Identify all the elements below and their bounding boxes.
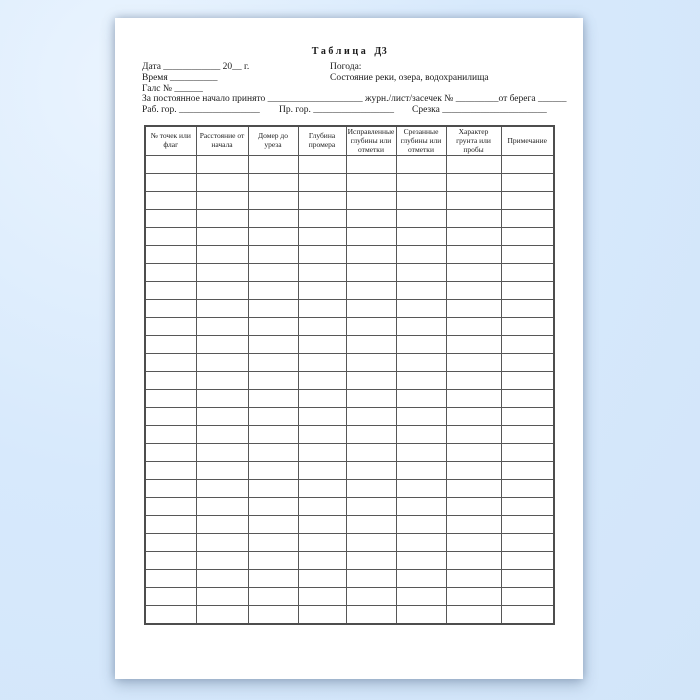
table-cell bbox=[145, 228, 196, 246]
table-cell bbox=[248, 570, 298, 588]
table-cell bbox=[446, 426, 501, 444]
column-header: Исправленные глубины или отметки bbox=[346, 126, 396, 156]
table-cell bbox=[145, 516, 196, 534]
table-cell bbox=[196, 264, 248, 282]
table-cell bbox=[298, 246, 346, 264]
column-header: Примечание bbox=[501, 126, 554, 156]
table-cell bbox=[446, 264, 501, 282]
table-cell bbox=[248, 390, 298, 408]
table-cell bbox=[145, 408, 196, 426]
table-cell bbox=[501, 192, 554, 210]
table-cell bbox=[501, 588, 554, 606]
table-cell bbox=[248, 606, 298, 624]
table-cell bbox=[145, 156, 196, 174]
table-cell bbox=[145, 210, 196, 228]
table-cell bbox=[196, 570, 248, 588]
table-row bbox=[145, 156, 554, 174]
table-cell bbox=[298, 498, 346, 516]
table-row bbox=[145, 300, 554, 318]
table-cell bbox=[248, 318, 298, 336]
table-cell bbox=[248, 192, 298, 210]
table-cell bbox=[346, 174, 396, 192]
table-cell bbox=[501, 354, 554, 372]
table-cell bbox=[145, 192, 196, 210]
table-cell bbox=[396, 534, 446, 552]
table-cell bbox=[298, 174, 346, 192]
table-cell bbox=[396, 552, 446, 570]
table-cell bbox=[248, 354, 298, 372]
table-cell bbox=[396, 264, 446, 282]
table-cell bbox=[446, 300, 501, 318]
table-row bbox=[145, 264, 554, 282]
table-row bbox=[145, 588, 554, 606]
table-cell bbox=[248, 552, 298, 570]
table-row bbox=[145, 426, 554, 444]
field-working-horizon: Раб. гор. _________________ bbox=[142, 105, 260, 116]
page-title-code: Д3 bbox=[374, 46, 388, 57]
table-cell bbox=[501, 480, 554, 498]
table-cell bbox=[346, 300, 396, 318]
table-cell bbox=[298, 354, 346, 372]
table-cell bbox=[396, 210, 446, 228]
table-cell bbox=[501, 516, 554, 534]
table-cell bbox=[298, 282, 346, 300]
table-cell bbox=[396, 426, 446, 444]
table-cell bbox=[196, 552, 248, 570]
table-cell bbox=[446, 606, 501, 624]
table-cell bbox=[145, 444, 196, 462]
table-cell bbox=[396, 336, 446, 354]
table-cell bbox=[346, 606, 396, 624]
table-cell bbox=[446, 516, 501, 534]
table-cell bbox=[346, 390, 396, 408]
table-cell bbox=[501, 318, 554, 336]
table-cell bbox=[346, 462, 396, 480]
table-cell bbox=[346, 336, 396, 354]
column-header: Расстояние от начала bbox=[196, 126, 248, 156]
table-row bbox=[145, 480, 554, 498]
table-cell bbox=[196, 426, 248, 444]
table-cell bbox=[196, 534, 248, 552]
table-cell bbox=[446, 156, 501, 174]
table-cell bbox=[145, 318, 196, 336]
table-cell bbox=[396, 516, 446, 534]
table-cell bbox=[248, 426, 298, 444]
table-cell bbox=[196, 516, 248, 534]
table-cell bbox=[446, 390, 501, 408]
table-cell bbox=[196, 156, 248, 174]
table-cell bbox=[196, 354, 248, 372]
table-cell bbox=[346, 318, 396, 336]
table-cell bbox=[196, 444, 248, 462]
table-row bbox=[145, 606, 554, 624]
table-row bbox=[145, 534, 554, 552]
survey-table-head bbox=[145, 126, 554, 156]
table-cell bbox=[145, 300, 196, 318]
table-cell bbox=[196, 372, 248, 390]
table-cell bbox=[346, 426, 396, 444]
table-cell bbox=[446, 372, 501, 390]
table-row bbox=[145, 354, 554, 372]
table-cell bbox=[346, 480, 396, 498]
table-cell bbox=[248, 228, 298, 246]
table-cell bbox=[145, 552, 196, 570]
table-cell bbox=[145, 390, 196, 408]
table-cell bbox=[298, 462, 346, 480]
table-cell bbox=[396, 174, 446, 192]
table-cell bbox=[298, 426, 346, 444]
survey-table-body bbox=[145, 156, 554, 624]
column-header: Домер до уреза bbox=[248, 126, 298, 156]
table-cell bbox=[298, 408, 346, 426]
table-cell bbox=[501, 408, 554, 426]
table-row bbox=[145, 390, 554, 408]
table-cell bbox=[501, 372, 554, 390]
field-date: Дата ____________ 20__ г. bbox=[142, 62, 250, 72]
table-cell bbox=[501, 336, 554, 354]
table-cell bbox=[196, 588, 248, 606]
table-cell bbox=[446, 534, 501, 552]
table-cell bbox=[501, 156, 554, 174]
table-cell bbox=[446, 174, 501, 192]
document-page bbox=[115, 18, 583, 679]
table-cell bbox=[248, 444, 298, 462]
table-row bbox=[145, 336, 554, 354]
table-cell bbox=[248, 408, 298, 426]
table-cell bbox=[248, 372, 298, 390]
table-cell bbox=[196, 498, 248, 516]
table-cell bbox=[446, 246, 501, 264]
table-cell bbox=[396, 300, 446, 318]
table-cell bbox=[446, 354, 501, 372]
table-cell bbox=[196, 192, 248, 210]
table-row bbox=[145, 210, 554, 228]
table-cell bbox=[248, 462, 298, 480]
table-cell bbox=[346, 534, 396, 552]
table-cell bbox=[501, 282, 554, 300]
table-cell bbox=[298, 372, 346, 390]
table-cell bbox=[145, 174, 196, 192]
table-cell bbox=[248, 246, 298, 264]
table-cell bbox=[396, 156, 446, 174]
table-cell bbox=[298, 318, 346, 336]
table-cell bbox=[145, 282, 196, 300]
table-cell bbox=[298, 516, 346, 534]
form-row-permanent-start bbox=[142, 94, 567, 105]
table-cell bbox=[196, 174, 248, 192]
table-cell bbox=[298, 444, 346, 462]
table-cell bbox=[346, 192, 396, 210]
table-cell bbox=[446, 192, 501, 210]
field-instrument-horizon: Пр. гор. _________________ bbox=[279, 105, 395, 116]
table-cell bbox=[501, 444, 554, 462]
table-cell bbox=[248, 156, 298, 174]
table-cell bbox=[298, 606, 346, 624]
form-row-date bbox=[142, 62, 557, 73]
table-cell bbox=[145, 426, 196, 444]
table-cell bbox=[346, 498, 396, 516]
table-cell bbox=[396, 570, 446, 588]
table-cell bbox=[298, 570, 346, 588]
table-cell bbox=[446, 444, 501, 462]
form-row-time bbox=[142, 73, 557, 84]
table-cell bbox=[196, 300, 248, 318]
page-title bbox=[142, 46, 557, 58]
table-cell bbox=[298, 156, 346, 174]
table-cell bbox=[396, 444, 446, 462]
table-cell bbox=[501, 300, 554, 318]
table-cell bbox=[145, 354, 196, 372]
table-cell bbox=[396, 480, 446, 498]
table-cell bbox=[396, 246, 446, 264]
table-cell bbox=[501, 426, 554, 444]
form-header-fields bbox=[142, 62, 567, 116]
table-cell bbox=[196, 408, 248, 426]
table-cell bbox=[196, 480, 248, 498]
table-cell bbox=[396, 498, 446, 516]
table-cell bbox=[145, 462, 196, 480]
table-cell bbox=[446, 552, 501, 570]
table-row bbox=[145, 498, 554, 516]
table-cell bbox=[346, 570, 396, 588]
table-cell bbox=[346, 282, 396, 300]
table-cell bbox=[501, 174, 554, 192]
column-header: Срезанные глубины или отметки bbox=[396, 126, 446, 156]
table-cell bbox=[446, 318, 501, 336]
table-cell bbox=[248, 174, 298, 192]
table-cell bbox=[346, 228, 396, 246]
table-cell bbox=[298, 210, 346, 228]
table-cell bbox=[298, 336, 346, 354]
table-cell bbox=[501, 498, 554, 516]
field-weather: Погода: bbox=[330, 62, 362, 72]
form-row-horizons bbox=[142, 105, 557, 116]
table-row bbox=[145, 444, 554, 462]
table-cell bbox=[446, 462, 501, 480]
table-cell bbox=[248, 516, 298, 534]
table-cell bbox=[346, 354, 396, 372]
table-cell bbox=[196, 462, 248, 480]
table-row bbox=[145, 516, 554, 534]
table-cell bbox=[196, 282, 248, 300]
table-cell bbox=[298, 264, 346, 282]
table-cell bbox=[196, 336, 248, 354]
table-cell bbox=[196, 246, 248, 264]
table-cell bbox=[396, 318, 446, 336]
field-cutoff: Срезка ______________________ bbox=[412, 105, 547, 116]
table-cell bbox=[298, 552, 346, 570]
table-cell bbox=[396, 354, 446, 372]
table-cell bbox=[501, 264, 554, 282]
column-header: Характер грунта или пробы bbox=[446, 126, 501, 156]
column-header: № точек или флаг bbox=[145, 126, 196, 156]
table-cell bbox=[396, 606, 446, 624]
table-cell bbox=[501, 210, 554, 228]
table-cell bbox=[501, 462, 554, 480]
table-cell bbox=[248, 282, 298, 300]
field-permanent-start: За постоянное начало принято ____________________ журн./лист/засечек № _________от берега ______ bbox=[142, 94, 567, 105]
table-cell bbox=[501, 534, 554, 552]
table-cell bbox=[346, 588, 396, 606]
table-cell bbox=[396, 588, 446, 606]
table-row bbox=[145, 570, 554, 588]
table-row bbox=[145, 192, 554, 210]
table-cell bbox=[396, 408, 446, 426]
table-cell bbox=[298, 228, 346, 246]
table-cell bbox=[396, 390, 446, 408]
table-cell bbox=[446, 480, 501, 498]
table-cell bbox=[196, 606, 248, 624]
table-cell bbox=[446, 588, 501, 606]
table-cell bbox=[346, 516, 396, 534]
table-cell bbox=[145, 372, 196, 390]
table-cell bbox=[298, 390, 346, 408]
table-cell bbox=[446, 210, 501, 228]
table-row bbox=[145, 282, 554, 300]
table-cell bbox=[298, 588, 346, 606]
table-cell bbox=[248, 534, 298, 552]
table-cell bbox=[298, 192, 346, 210]
table-cell bbox=[501, 552, 554, 570]
table-row bbox=[145, 408, 554, 426]
table-cell bbox=[396, 462, 446, 480]
field-tack: Галс № ______ bbox=[142, 83, 203, 94]
table-row bbox=[145, 552, 554, 570]
table-cell bbox=[446, 282, 501, 300]
column-header: Глубина промера bbox=[298, 126, 346, 156]
table-cell bbox=[446, 570, 501, 588]
table-cell bbox=[501, 228, 554, 246]
table-cell bbox=[145, 570, 196, 588]
table-cell bbox=[446, 336, 501, 354]
table-row bbox=[145, 462, 554, 480]
table-cell bbox=[145, 264, 196, 282]
table-cell bbox=[196, 228, 248, 246]
table-cell bbox=[145, 336, 196, 354]
header-row bbox=[145, 126, 554, 156]
table-cell bbox=[346, 552, 396, 570]
table-cell bbox=[248, 264, 298, 282]
table-cell bbox=[248, 498, 298, 516]
table-cell bbox=[248, 210, 298, 228]
table-cell bbox=[145, 246, 196, 264]
table-cell bbox=[346, 264, 396, 282]
table-cell bbox=[346, 408, 396, 426]
table-cell bbox=[196, 390, 248, 408]
table-cell bbox=[248, 300, 298, 318]
table-row bbox=[145, 372, 554, 390]
table-cell bbox=[298, 534, 346, 552]
table-cell bbox=[145, 606, 196, 624]
field-time: Время __________ bbox=[142, 72, 218, 83]
table-cell bbox=[396, 282, 446, 300]
table-cell bbox=[501, 246, 554, 264]
table-cell bbox=[298, 480, 346, 498]
table-row bbox=[145, 246, 554, 264]
table-cell bbox=[501, 606, 554, 624]
table-cell bbox=[396, 372, 446, 390]
table-cell bbox=[346, 372, 396, 390]
table-cell bbox=[145, 480, 196, 498]
table-cell bbox=[346, 210, 396, 228]
table-cell bbox=[446, 408, 501, 426]
table-cell bbox=[501, 570, 554, 588]
table-cell bbox=[196, 210, 248, 228]
table-cell bbox=[346, 246, 396, 264]
table-cell bbox=[248, 588, 298, 606]
table-cell bbox=[145, 534, 196, 552]
survey-table bbox=[144, 125, 555, 625]
table-cell bbox=[501, 390, 554, 408]
table-cell bbox=[396, 228, 446, 246]
table-cell bbox=[446, 498, 501, 516]
table-row bbox=[145, 174, 554, 192]
table-cell bbox=[196, 318, 248, 336]
table-row bbox=[145, 228, 554, 246]
table-cell bbox=[346, 156, 396, 174]
form-row-tack bbox=[142, 84, 557, 95]
table-cell bbox=[248, 336, 298, 354]
table-cell bbox=[446, 228, 501, 246]
table-cell bbox=[298, 300, 346, 318]
table-cell bbox=[248, 480, 298, 498]
table-cell bbox=[396, 192, 446, 210]
table-cell bbox=[346, 444, 396, 462]
table-row bbox=[145, 318, 554, 336]
table-cell bbox=[145, 588, 196, 606]
table-cell bbox=[145, 498, 196, 516]
field-water-state: Состояние реки, озера, водохранилища bbox=[330, 72, 489, 83]
page-title-word: Таблица bbox=[311, 46, 369, 57]
